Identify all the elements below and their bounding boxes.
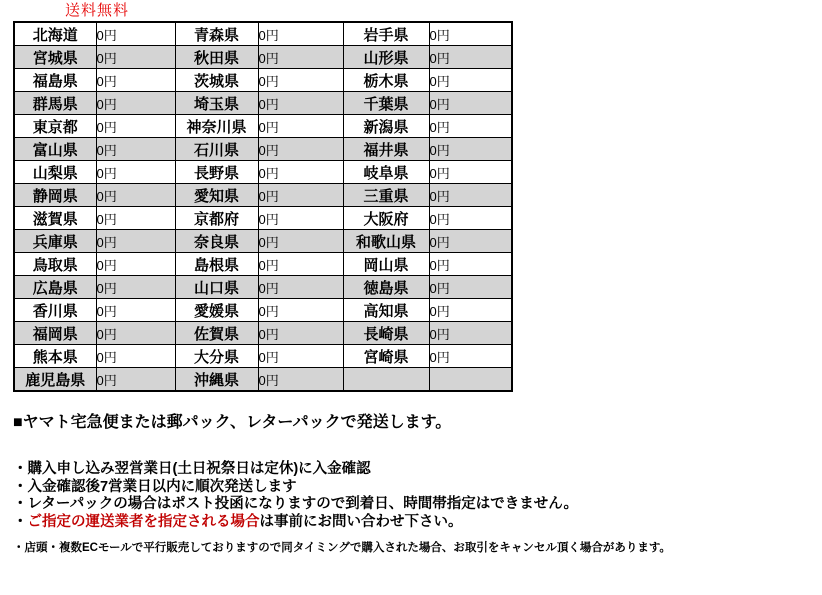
fee-cell: 0円 <box>258 46 343 69</box>
fee-cell: 0円 <box>258 230 343 253</box>
prefecture-cell: 徳島県 <box>343 276 429 299</box>
prefecture-cell: 岐阜県 <box>343 161 429 184</box>
notes-bullet-list <box>13 461 813 531</box>
fee-cell: 0円 <box>96 322 175 345</box>
table-row <box>14 22 512 46</box>
prefecture-cell: 兵庫県 <box>14 230 96 253</box>
fee-cell: 0円 <box>258 253 343 276</box>
fee-cell: 0円 <box>258 115 343 138</box>
fee-cell: 0円 <box>96 276 175 299</box>
prefecture-cell: 熊本県 <box>14 345 96 368</box>
fee-cell: 0円 <box>96 368 175 392</box>
note-cancellation-disclaimer: ・店頭・複数ECモールで平行販売しておりますので同タイミングで購入された場合、お取引をキャンセル頂く場合があります。 <box>13 542 671 554</box>
shipping-notes-section <box>13 414 813 555</box>
note-shipping-schedule: ・入金確認後7営業日以内に順次発送します <box>13 478 297 495</box>
table-row <box>14 322 512 345</box>
fee-cell: 0円 <box>96 207 175 230</box>
table-row <box>14 368 512 392</box>
fee-cell: 0円 <box>258 22 343 46</box>
fee-cell: 0円 <box>258 161 343 184</box>
note-carrier-contact-red: ご指定の運送業者を指定される場合 <box>27 513 260 530</box>
fee-cell: 0円 <box>96 138 175 161</box>
prefecture-cell: 島根県 <box>175 253 258 276</box>
fee-cell: 0円 <box>429 184 512 207</box>
prefecture-cell <box>343 368 429 392</box>
fee-cell: 0円 <box>258 138 343 161</box>
fee-cell: 0円 <box>96 299 175 322</box>
prefecture-cell: 岩手県 <box>343 22 429 46</box>
table-row <box>14 138 512 161</box>
table-row <box>14 69 512 92</box>
fee-cell: 0円 <box>96 230 175 253</box>
fee-cell: 0円 <box>429 92 512 115</box>
prefecture-cell: 鹿児島県 <box>14 368 96 392</box>
fee-cell: 0円 <box>258 276 343 299</box>
fee-cell: 0円 <box>429 345 512 368</box>
fee-cell: 0円 <box>258 92 343 115</box>
prefecture-cell: 福島県 <box>14 69 96 92</box>
prefecture-cell: 青森県 <box>175 22 258 46</box>
prefecture-cell: 栃木県 <box>343 69 429 92</box>
prefecture-cell: 秋田県 <box>175 46 258 69</box>
fee-cell: 0円 <box>96 115 175 138</box>
table-body <box>14 22 512 391</box>
fee-cell: 0円 <box>96 46 175 69</box>
shipping-method-heading: ■ヤマト宅急便または郵パック、レターパックで発送します。 <box>13 414 452 431</box>
table-row <box>14 184 512 207</box>
fee-cell: 0円 <box>96 184 175 207</box>
prefecture-cell: 香川県 <box>14 299 96 322</box>
prefecture-cell: 奈良県 <box>175 230 258 253</box>
shipping-fee-table <box>13 21 513 392</box>
prefecture-cell: 埼玉県 <box>175 92 258 115</box>
prefecture-cell: 山形県 <box>343 46 429 69</box>
table-row <box>14 207 512 230</box>
fee-cell: 0円 <box>429 207 512 230</box>
table-row <box>14 299 512 322</box>
prefecture-cell: 宮崎県 <box>343 345 429 368</box>
note-carrier-contact <box>13 514 813 532</box>
prefecture-cell: 山梨県 <box>14 161 96 184</box>
prefecture-cell: 富山県 <box>14 138 96 161</box>
prefecture-cell: 広島県 <box>14 276 96 299</box>
prefecture-cell: 宮城県 <box>14 46 96 69</box>
fee-cell: 0円 <box>258 368 343 392</box>
fee-cell: 0円 <box>429 276 512 299</box>
fee-cell <box>429 368 512 392</box>
table-row <box>14 46 512 69</box>
fee-cell: 0円 <box>258 299 343 322</box>
fee-cell: 0円 <box>96 92 175 115</box>
prefecture-cell: 福井県 <box>343 138 429 161</box>
fee-cell: 0円 <box>96 22 175 46</box>
prefecture-cell: 佐賀県 <box>175 322 258 345</box>
fee-cell: 0円 <box>96 253 175 276</box>
prefecture-cell: 大阪府 <box>343 207 429 230</box>
prefecture-cell: 岡山県 <box>343 253 429 276</box>
prefecture-cell: 和歌山県 <box>343 230 429 253</box>
fee-cell: 0円 <box>258 69 343 92</box>
prefecture-cell: 新潟県 <box>343 115 429 138</box>
table-row <box>14 92 512 115</box>
prefecture-cell: 茨城県 <box>175 69 258 92</box>
prefecture-cell: 愛媛県 <box>175 299 258 322</box>
prefecture-cell: 愛知県 <box>175 184 258 207</box>
fee-cell: 0円 <box>258 184 343 207</box>
fee-cell: 0円 <box>429 138 512 161</box>
prefecture-cell: 山口県 <box>175 276 258 299</box>
table-row <box>14 230 512 253</box>
prefecture-cell: 群馬県 <box>14 92 96 115</box>
prefecture-cell: 滋賀県 <box>14 207 96 230</box>
fee-cell: 0円 <box>429 46 512 69</box>
table-row <box>14 253 512 276</box>
fee-cell: 0円 <box>429 69 512 92</box>
note-letterpack-delivery: ・レターパックの場合はポスト投函になりますので到着日、時間帯指定はできません。 <box>13 496 579 512</box>
fee-cell: 0円 <box>96 69 175 92</box>
fee-cell: 0円 <box>429 115 512 138</box>
fee-cell: 0円 <box>429 161 512 184</box>
prefecture-cell: 静岡県 <box>14 184 96 207</box>
prefecture-cell: 神奈川県 <box>175 115 258 138</box>
prefecture-cell: 京都府 <box>175 207 258 230</box>
fee-cell: 0円 <box>429 253 512 276</box>
fee-cell: 0円 <box>96 345 175 368</box>
note-carrier-contact-black: は事前にお問い合わせ下さい。 <box>259 513 463 530</box>
fee-cell: 0円 <box>429 322 512 345</box>
fee-cell: 0円 <box>429 22 512 46</box>
fee-cell: 0円 <box>429 230 512 253</box>
fee-cell: 0円 <box>258 207 343 230</box>
fee-cell: 0円 <box>96 161 175 184</box>
prefecture-cell: 高知県 <box>343 299 429 322</box>
table-row <box>14 115 512 138</box>
prefecture-cell: 沖縄県 <box>175 368 258 392</box>
prefecture-cell: 石川県 <box>175 138 258 161</box>
prefecture-cell: 鳥取県 <box>14 253 96 276</box>
prefecture-cell: 長崎県 <box>343 322 429 345</box>
table-row <box>14 276 512 299</box>
table-row <box>14 345 512 368</box>
fee-cell: 0円 <box>429 299 512 322</box>
prefecture-cell: 北海道 <box>14 22 96 46</box>
prefecture-cell: 千葉県 <box>343 92 429 115</box>
prefecture-cell: 大分県 <box>175 345 258 368</box>
fee-cell: 0円 <box>258 345 343 368</box>
prefecture-cell: 東京都 <box>14 115 96 138</box>
bullet-marker: ・ <box>13 513 28 530</box>
fee-cell: 0円 <box>258 322 343 345</box>
table-row <box>14 161 512 184</box>
prefecture-cell: 福岡県 <box>14 322 96 345</box>
note-payment-confirmation: ・購入申し込み翌営業日(土日祝祭日は定休)に入金確認 <box>13 461 371 477</box>
free-shipping-label: 送料無料 <box>65 2 130 19</box>
prefecture-cell: 三重県 <box>343 184 429 207</box>
prefecture-cell: 長野県 <box>175 161 258 184</box>
